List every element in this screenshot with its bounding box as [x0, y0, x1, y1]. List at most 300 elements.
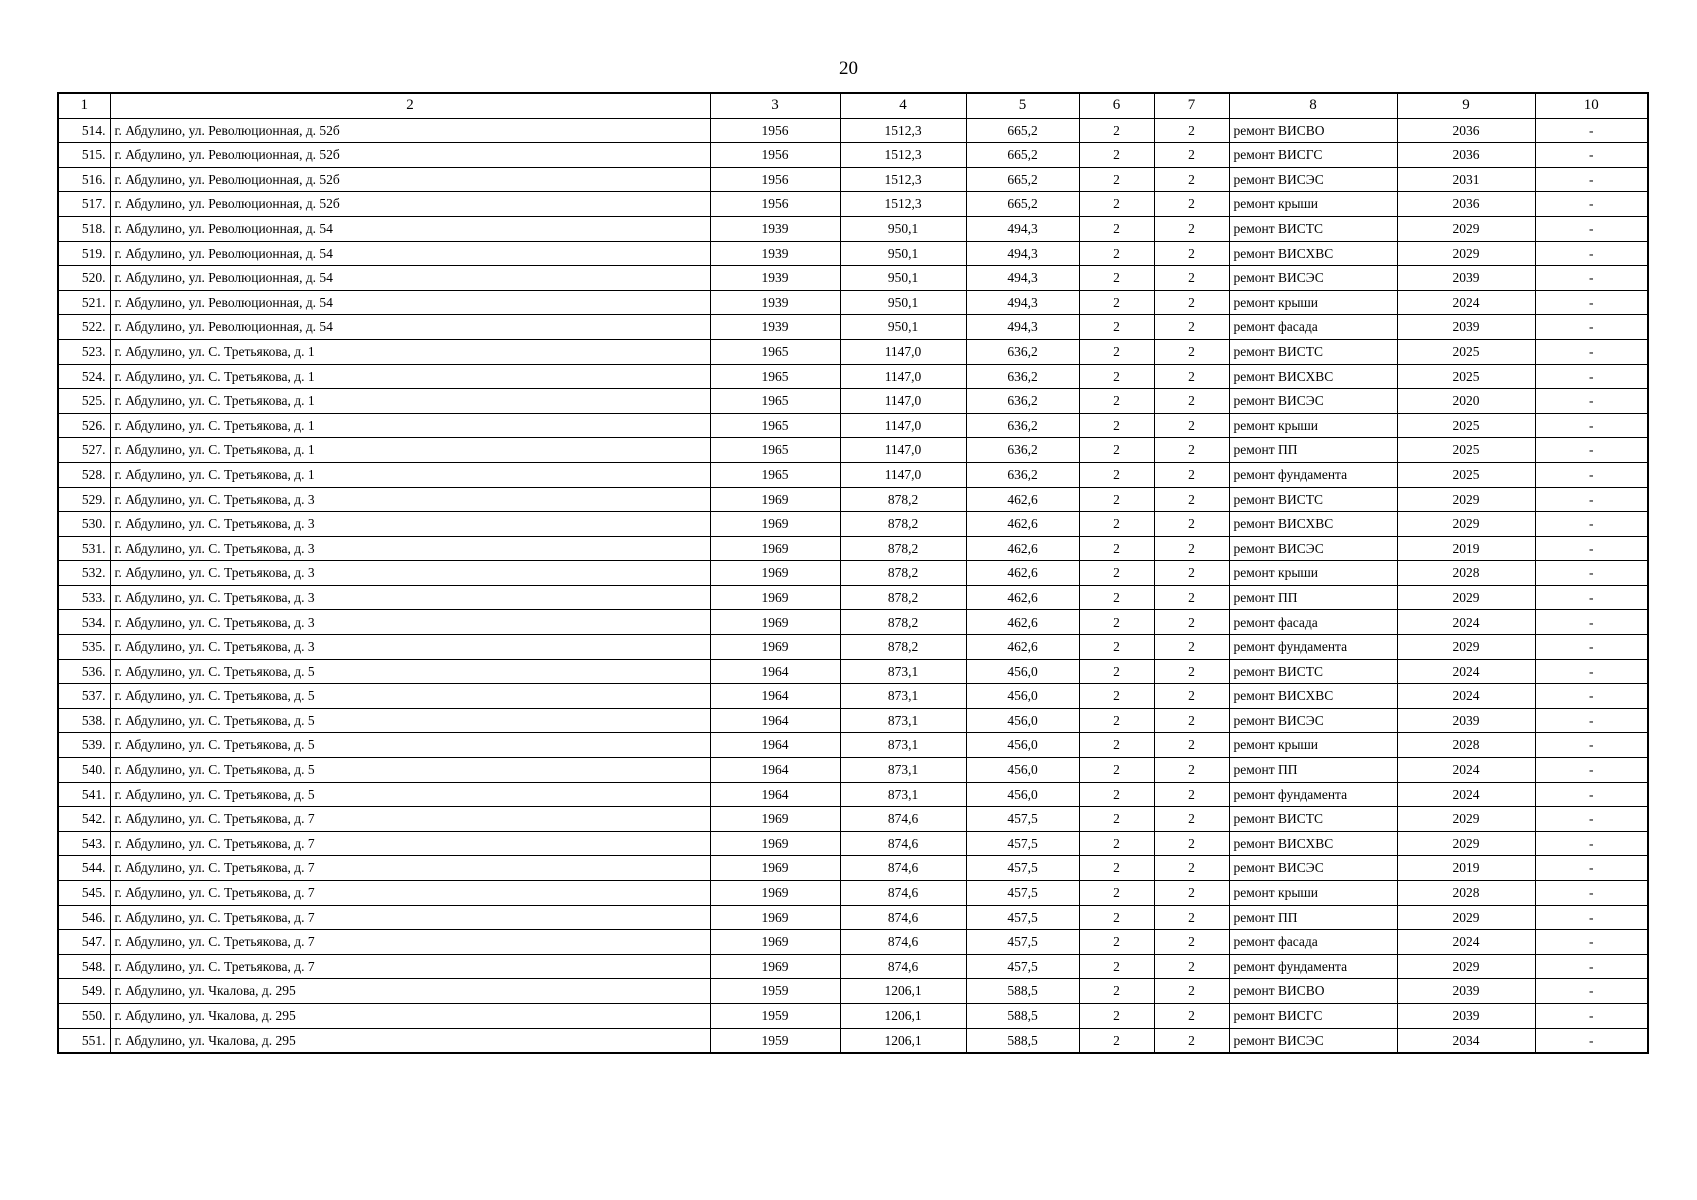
cell-note: -	[1535, 1028, 1648, 1053]
cell-floors: 2	[1079, 462, 1154, 487]
cell-floors: 2	[1079, 831, 1154, 856]
column-header-6: 6	[1079, 93, 1154, 118]
cell-row-number: 536.	[58, 659, 110, 684]
cell-year: 1956	[710, 118, 840, 143]
cell-total-area: 874,6	[840, 930, 966, 955]
cell-address: г. Абдулино, ул. С. Третьякова, д. 7	[110, 905, 710, 930]
cell-note: -	[1535, 462, 1648, 487]
cell-total-area: 878,2	[840, 561, 966, 586]
cell-year: 1969	[710, 610, 840, 635]
cell-entrances: 2	[1154, 733, 1229, 758]
table-row	[58, 364, 1648, 389]
cell-address: г. Абдулино, ул. Революционная, д. 52б	[110, 167, 710, 192]
cell-floors: 2	[1079, 143, 1154, 168]
table-row	[58, 192, 1648, 217]
cell-entrances: 2	[1154, 1003, 1229, 1028]
cell-entrances: 2	[1154, 192, 1229, 217]
table-row	[58, 930, 1648, 955]
cell-planned-year: 2019	[1397, 536, 1535, 561]
cell-year: 1969	[710, 536, 840, 561]
cell-address: г. Абдулино, ул. С. Третьякова, д. 5	[110, 782, 710, 807]
cell-work-type: ремонт ВИСХВС	[1229, 684, 1397, 709]
column-header-4: 4	[840, 93, 966, 118]
cell-floors: 2	[1079, 1028, 1154, 1053]
cell-planned-year: 2025	[1397, 339, 1535, 364]
cell-address: г. Абдулино, ул. С. Третьякова, д. 7	[110, 954, 710, 979]
cell-work-type: ремонт ВИСТС	[1229, 659, 1397, 684]
cell-living-area: 462,6	[966, 610, 1079, 635]
cell-total-area: 1512,3	[840, 192, 966, 217]
table-row	[58, 561, 1648, 586]
cell-note: -	[1535, 389, 1648, 414]
cell-entrances: 2	[1154, 167, 1229, 192]
cell-work-type: ремонт фундамента	[1229, 954, 1397, 979]
cell-living-area: 494,3	[966, 216, 1079, 241]
table-row	[58, 1003, 1648, 1028]
cell-address: г. Абдулино, ул. С. Третьякова, д. 3	[110, 512, 710, 537]
cell-work-type: ремонт ВИСТС	[1229, 216, 1397, 241]
table-row	[58, 659, 1648, 684]
cell-row-number: 526.	[58, 413, 110, 438]
cell-work-type: ремонт ВИСЭС	[1229, 536, 1397, 561]
cell-row-number: 537.	[58, 684, 110, 709]
table-row	[58, 610, 1648, 635]
cell-total-area: 1206,1	[840, 1028, 966, 1053]
cell-total-area: 950,1	[840, 266, 966, 291]
cell-planned-year: 2039	[1397, 266, 1535, 291]
cell-entrances: 2	[1154, 635, 1229, 660]
cell-address: г. Абдулино, ул. Революционная, д. 52б	[110, 143, 710, 168]
cell-year: 1964	[710, 684, 840, 709]
cell-living-area: 457,5	[966, 807, 1079, 832]
cell-address: г. Абдулино, ул. Революционная, д. 52б	[110, 192, 710, 217]
cell-year: 1939	[710, 290, 840, 315]
cell-year: 1964	[710, 733, 840, 758]
cell-work-type: ремонт крыши	[1229, 192, 1397, 217]
cell-row-number: 535.	[58, 635, 110, 660]
cell-work-type: ремонт ВИСХВС	[1229, 364, 1397, 389]
cell-total-area: 950,1	[840, 290, 966, 315]
cell-note: -	[1535, 561, 1648, 586]
cell-note: -	[1535, 782, 1648, 807]
cell-year: 1964	[710, 782, 840, 807]
cell-address: г. Абдулино, ул. С. Третьякова, д. 5	[110, 733, 710, 758]
cell-year: 1965	[710, 438, 840, 463]
cell-note: -	[1535, 216, 1648, 241]
cell-floors: 2	[1079, 635, 1154, 660]
cell-living-area: 494,3	[966, 315, 1079, 340]
cell-work-type: ремонт крыши	[1229, 290, 1397, 315]
cell-entrances: 2	[1154, 216, 1229, 241]
cell-total-area: 874,6	[840, 905, 966, 930]
table-row	[58, 905, 1648, 930]
cell-note: -	[1535, 930, 1648, 955]
cell-entrances: 2	[1154, 905, 1229, 930]
cell-planned-year: 2025	[1397, 438, 1535, 463]
cell-row-number: 522.	[58, 315, 110, 340]
cell-entrances: 2	[1154, 585, 1229, 610]
cell-planned-year: 2029	[1397, 807, 1535, 832]
cell-work-type: ремонт крыши	[1229, 881, 1397, 906]
cell-planned-year: 2029	[1397, 635, 1535, 660]
cell-row-number: 524.	[58, 364, 110, 389]
cell-address: г. Абдулино, ул. С. Третьякова, д. 7	[110, 930, 710, 955]
cell-planned-year: 2029	[1397, 954, 1535, 979]
cell-planned-year: 2024	[1397, 758, 1535, 783]
cell-year: 1969	[710, 930, 840, 955]
cell-entrances: 2	[1154, 684, 1229, 709]
cell-note: -	[1535, 266, 1648, 291]
cell-total-area: 873,1	[840, 708, 966, 733]
cell-floors: 2	[1079, 758, 1154, 783]
cell-address: г. Абдулино, ул. Революционная, д. 54	[110, 241, 710, 266]
column-header-5: 5	[966, 93, 1079, 118]
cell-planned-year: 2034	[1397, 1028, 1535, 1053]
cell-living-area: 494,3	[966, 290, 1079, 315]
cell-living-area: 494,3	[966, 241, 1079, 266]
cell-planned-year: 2024	[1397, 659, 1535, 684]
table-row	[58, 487, 1648, 512]
cell-year: 1965	[710, 364, 840, 389]
repair-schedule-table	[57, 92, 1649, 1054]
cell-planned-year: 2024	[1397, 610, 1535, 635]
cell-total-area: 878,2	[840, 585, 966, 610]
cell-year: 1959	[710, 1003, 840, 1028]
cell-work-type: ремонт ВИСХВС	[1229, 512, 1397, 537]
cell-living-area: 456,0	[966, 733, 1079, 758]
cell-row-number: 547.	[58, 930, 110, 955]
cell-note: -	[1535, 954, 1648, 979]
cell-address: г. Абдулино, ул. С. Третьякова, д. 3	[110, 635, 710, 660]
cell-note: -	[1535, 733, 1648, 758]
cell-work-type: ремонт ВИСВО	[1229, 979, 1397, 1004]
cell-work-type: ремонт ВИСЭС	[1229, 266, 1397, 291]
cell-total-area: 873,1	[840, 659, 966, 684]
cell-row-number: 541.	[58, 782, 110, 807]
cell-total-area: 874,6	[840, 954, 966, 979]
cell-living-area: 462,6	[966, 585, 1079, 610]
cell-year: 1969	[710, 561, 840, 586]
cell-note: -	[1535, 831, 1648, 856]
cell-total-area: 1206,1	[840, 1003, 966, 1028]
cell-planned-year: 2031	[1397, 167, 1535, 192]
cell-year: 1939	[710, 266, 840, 291]
cell-entrances: 2	[1154, 438, 1229, 463]
cell-entrances: 2	[1154, 807, 1229, 832]
cell-floors: 2	[1079, 216, 1154, 241]
cell-entrances: 2	[1154, 413, 1229, 438]
cell-address: г. Абдулино, ул. С. Третьякова, д. 1	[110, 438, 710, 463]
cell-living-area: 665,2	[966, 192, 1079, 217]
cell-entrances: 2	[1154, 954, 1229, 979]
table-header	[58, 93, 1648, 118]
cell-row-number: 548.	[58, 954, 110, 979]
cell-note: -	[1535, 413, 1648, 438]
cell-floors: 2	[1079, 979, 1154, 1004]
cell-total-area: 874,6	[840, 807, 966, 832]
cell-floors: 2	[1079, 364, 1154, 389]
cell-year: 1939	[710, 315, 840, 340]
table-row	[58, 241, 1648, 266]
cell-living-area: 456,0	[966, 659, 1079, 684]
cell-entrances: 2	[1154, 315, 1229, 340]
cell-living-area: 457,5	[966, 831, 1079, 856]
cell-note: -	[1535, 585, 1648, 610]
cell-note: -	[1535, 339, 1648, 364]
cell-row-number: 530.	[58, 512, 110, 537]
cell-living-area: 457,5	[966, 856, 1079, 881]
cell-note: -	[1535, 241, 1648, 266]
cell-planned-year: 2028	[1397, 733, 1535, 758]
table-row	[58, 290, 1648, 315]
cell-year: 1969	[710, 831, 840, 856]
table-row	[58, 462, 1648, 487]
table-row	[58, 758, 1648, 783]
cell-work-type: ремонт ВИСЭС	[1229, 389, 1397, 414]
cell-note: -	[1535, 684, 1648, 709]
cell-total-area: 878,2	[840, 610, 966, 635]
cell-living-area: 588,5	[966, 979, 1079, 1004]
table-row	[58, 536, 1648, 561]
cell-floors: 2	[1079, 290, 1154, 315]
cell-address: г. Абдулино, ул. С. Третьякова, д. 3	[110, 487, 710, 512]
cell-year: 1964	[710, 708, 840, 733]
cell-address: г. Абдулино, ул. С. Третьякова, д. 1	[110, 462, 710, 487]
cell-address: г. Абдулино, ул. С. Третьякова, д. 5	[110, 708, 710, 733]
cell-total-area: 1147,0	[840, 413, 966, 438]
cell-entrances: 2	[1154, 512, 1229, 537]
cell-address: г. Абдулино, ул. С. Третьякова, д. 3	[110, 561, 710, 586]
cell-note: -	[1535, 536, 1648, 561]
cell-planned-year: 2036	[1397, 192, 1535, 217]
cell-entrances: 2	[1154, 118, 1229, 143]
cell-living-area: 456,0	[966, 708, 1079, 733]
cell-address: г. Абдулино, ул. Революционная, д. 54	[110, 266, 710, 291]
cell-address: г. Абдулино, ул. С. Третьякова, д. 7	[110, 856, 710, 881]
cell-year: 1965	[710, 389, 840, 414]
cell-address: г. Абдулино, ул. С. Третьякова, д. 1	[110, 389, 710, 414]
cell-total-area: 950,1	[840, 216, 966, 241]
cell-entrances: 2	[1154, 487, 1229, 512]
cell-work-type: ремонт ПП	[1229, 758, 1397, 783]
cell-note: -	[1535, 807, 1648, 832]
cell-floors: 2	[1079, 389, 1154, 414]
table-row	[58, 856, 1648, 881]
cell-total-area: 1147,0	[840, 389, 966, 414]
cell-row-number: 523.	[58, 339, 110, 364]
cell-living-area: 462,6	[966, 561, 1079, 586]
cell-floors: 2	[1079, 266, 1154, 291]
cell-year: 1969	[710, 954, 840, 979]
cell-floors: 2	[1079, 241, 1154, 266]
cell-work-type: ремонт фундамента	[1229, 782, 1397, 807]
cell-floors: 2	[1079, 487, 1154, 512]
cell-note: -	[1535, 118, 1648, 143]
cell-floors: 2	[1079, 561, 1154, 586]
cell-work-type: ремонт ВИСГС	[1229, 1003, 1397, 1028]
table-row	[58, 1028, 1648, 1053]
cell-living-area: 665,2	[966, 167, 1079, 192]
cell-planned-year: 2029	[1397, 905, 1535, 930]
cell-entrances: 2	[1154, 241, 1229, 266]
column-header-10: 10	[1535, 93, 1648, 118]
cell-work-type: ремонт ВИСХВС	[1229, 241, 1397, 266]
cell-planned-year: 2024	[1397, 684, 1535, 709]
table-row	[58, 413, 1648, 438]
cell-living-area: 462,6	[966, 512, 1079, 537]
cell-living-area: 456,0	[966, 758, 1079, 783]
cell-row-number: 544.	[58, 856, 110, 881]
cell-note: -	[1535, 1003, 1648, 1028]
cell-floors: 2	[1079, 856, 1154, 881]
cell-living-area: 636,2	[966, 462, 1079, 487]
cell-row-number: 521.	[58, 290, 110, 315]
cell-living-area: 636,2	[966, 364, 1079, 389]
cell-floors: 2	[1079, 659, 1154, 684]
cell-floors: 2	[1079, 610, 1154, 635]
cell-total-area: 1147,0	[840, 438, 966, 463]
cell-floors: 2	[1079, 512, 1154, 537]
cell-total-area: 1512,3	[840, 167, 966, 192]
cell-living-area: 457,5	[966, 881, 1079, 906]
cell-floors: 2	[1079, 782, 1154, 807]
cell-note: -	[1535, 708, 1648, 733]
cell-entrances: 2	[1154, 266, 1229, 291]
cell-entrances: 2	[1154, 290, 1229, 315]
cell-note: -	[1535, 290, 1648, 315]
cell-planned-year: 2039	[1397, 708, 1535, 733]
cell-total-area: 873,1	[840, 782, 966, 807]
cell-year: 1939	[710, 241, 840, 266]
cell-year: 1959	[710, 1028, 840, 1053]
cell-planned-year: 2028	[1397, 561, 1535, 586]
cell-address: г. Абдулино, ул. Чкалова, д. 295	[110, 1003, 710, 1028]
cell-living-area: 636,2	[966, 389, 1079, 414]
cell-planned-year: 2025	[1397, 364, 1535, 389]
cell-total-area: 1512,3	[840, 118, 966, 143]
cell-total-area: 1147,0	[840, 364, 966, 389]
cell-work-type: ремонт крыши	[1229, 561, 1397, 586]
cell-living-area: 462,6	[966, 536, 1079, 561]
cell-work-type: ремонт ПП	[1229, 438, 1397, 463]
cell-planned-year: 2039	[1397, 979, 1535, 1004]
cell-work-type: ремонт крыши	[1229, 413, 1397, 438]
cell-year: 1965	[710, 462, 840, 487]
column-header-8: 8	[1229, 93, 1397, 118]
cell-living-area: 588,5	[966, 1003, 1079, 1028]
cell-row-number: 520.	[58, 266, 110, 291]
cell-address: г. Абдулино, ул. С. Третьякова, д. 7	[110, 881, 710, 906]
cell-total-area: 873,1	[840, 684, 966, 709]
cell-total-area: 1147,0	[840, 339, 966, 364]
cell-address: г. Абдулино, ул. С. Третьякова, д. 5	[110, 659, 710, 684]
cell-total-area: 874,6	[840, 831, 966, 856]
cell-work-type: ремонт ПП	[1229, 905, 1397, 930]
cell-year: 1956	[710, 143, 840, 168]
table-row	[58, 635, 1648, 660]
cell-work-type: ремонт крыши	[1229, 733, 1397, 758]
cell-entrances: 2	[1154, 708, 1229, 733]
cell-row-number: 515.	[58, 143, 110, 168]
cell-address: г. Абдулино, ул. С. Третьякова, д. 7	[110, 807, 710, 832]
table-row	[58, 831, 1648, 856]
cell-planned-year: 2028	[1397, 881, 1535, 906]
cell-work-type: ремонт ВИСГС	[1229, 143, 1397, 168]
cell-year: 1969	[710, 856, 840, 881]
cell-entrances: 2	[1154, 1028, 1229, 1053]
cell-entrances: 2	[1154, 339, 1229, 364]
cell-total-area: 878,2	[840, 635, 966, 660]
cell-year: 1965	[710, 413, 840, 438]
cell-address: г. Абдулино, ул. Революционная, д. 54	[110, 290, 710, 315]
cell-row-number: 528.	[58, 462, 110, 487]
cell-address: г. Абдулино, ул. С. Третьякова, д. 5	[110, 758, 710, 783]
cell-note: -	[1535, 881, 1648, 906]
cell-floors: 2	[1079, 881, 1154, 906]
cell-note: -	[1535, 487, 1648, 512]
table-row	[58, 118, 1648, 143]
cell-living-area: 636,2	[966, 438, 1079, 463]
cell-floors: 2	[1079, 733, 1154, 758]
cell-living-area: 588,5	[966, 1028, 1079, 1053]
cell-floors: 2	[1079, 585, 1154, 610]
cell-entrances: 2	[1154, 831, 1229, 856]
cell-entrances: 2	[1154, 758, 1229, 783]
cell-planned-year: 2024	[1397, 930, 1535, 955]
cell-note: -	[1535, 315, 1648, 340]
cell-living-area: 636,2	[966, 339, 1079, 364]
table-row	[58, 708, 1648, 733]
cell-entrances: 2	[1154, 881, 1229, 906]
cell-work-type: ремонт ВИСЭС	[1229, 1028, 1397, 1053]
column-header-3: 3	[710, 93, 840, 118]
table-row	[58, 438, 1648, 463]
cell-living-area: 456,0	[966, 782, 1079, 807]
table-row	[58, 389, 1648, 414]
cell-work-type: ремонт фасада	[1229, 930, 1397, 955]
cell-row-number: 517.	[58, 192, 110, 217]
cell-total-area: 878,2	[840, 536, 966, 561]
table-row	[58, 167, 1648, 192]
table-row	[58, 585, 1648, 610]
cell-floors: 2	[1079, 315, 1154, 340]
cell-entrances: 2	[1154, 143, 1229, 168]
cell-row-number: 550.	[58, 1003, 110, 1028]
cell-row-number: 545.	[58, 881, 110, 906]
cell-living-area: 665,2	[966, 143, 1079, 168]
cell-note: -	[1535, 856, 1648, 881]
cell-address: г. Абдулино, ул. Революционная, д. 54	[110, 216, 710, 241]
cell-planned-year: 2029	[1397, 512, 1535, 537]
cell-living-area: 457,5	[966, 954, 1079, 979]
cell-work-type: ремонт ВИСВО	[1229, 118, 1397, 143]
cell-floors: 2	[1079, 339, 1154, 364]
cell-row-number: 539.	[58, 733, 110, 758]
cell-row-number: 533.	[58, 585, 110, 610]
cell-year: 1964	[710, 659, 840, 684]
cell-entrances: 2	[1154, 782, 1229, 807]
cell-total-area: 873,1	[840, 733, 966, 758]
cell-note: -	[1535, 438, 1648, 463]
cell-living-area: 665,2	[966, 118, 1079, 143]
cell-note: -	[1535, 143, 1648, 168]
cell-floors: 2	[1079, 167, 1154, 192]
cell-row-number: 532.	[58, 561, 110, 586]
table-row	[58, 733, 1648, 758]
cell-living-area: 636,2	[966, 413, 1079, 438]
cell-floors: 2	[1079, 930, 1154, 955]
cell-year: 1969	[710, 881, 840, 906]
